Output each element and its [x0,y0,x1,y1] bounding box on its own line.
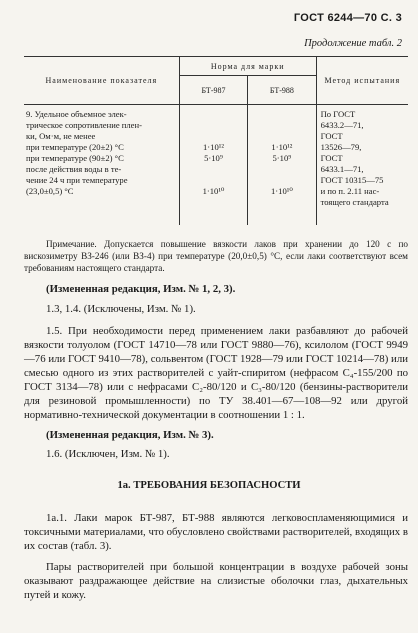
row9-name-line: (23,0±0,5) °С [26,186,74,196]
clause-1a-1-cont: Пары растворителей при большой концентрации в воздухе рабочей зоны оказывают раздражающее действие на слизистые оболочки глаз, дыхательных путей и кожу. [24,561,408,601]
bt987-value-90c: 5·10⁹ [204,153,223,163]
amendment-note-2: (Измененная редакция, Изм. № 3). [46,429,214,441]
bt987-value-water: 1·10¹⁰ [202,186,225,196]
clause-1a-1: 1а.1. Лаки марок БТ-987, БТ-988 являются легковоспламеняющимися и токсичными материалами, что обусловлено свойствами растворителей, входящих в их состав (табл. 3). [24,512,408,552]
section-heading-safety: 1а. ТРЕБОВАНИЯ БЕЗОПАСНОСТИ [117,480,301,491]
clause-1-5: 1.5. При необходимости перед применением лаки разбавляют до рабочей вязкости толуолом (ГОСТ 14710—78 или ГОСТ 9880—76), ксилолом (ГОСТ 9949—76 или ГОСТ 9410—78), сольвентом (ГОСТ 1928—79 или ГОСТ 10214—78) или смесью одного из этих растворителей с уайт-спиритом (нефрасом С₄-155/200 по ГОСТ 3134—78) или с нефрасами С₂-80/120 и С₃-80/120 (бензины-растворители для резиновой промышленности) по ТУ 38.401—67—108—92 или другой нормативно-технической документации в соотношении 1 : 1. [24,325,408,421]
col-header-bt988: БТ-988 [248,76,316,105]
clause-1-6: 1.6. (Исключен, Изм. № 1). [46,448,170,460]
method-line: ГОСТ 10315—75 [320,175,384,185]
bt987-value-20c: 1·10¹² [203,142,224,152]
bt988-value-90c: 5·10⁹ [272,153,292,163]
col-header-method: Метод испытания [316,57,408,105]
bt988-value-20c: 1·10¹² [271,142,293,152]
row9-bt988 [248,105,316,225]
bt988-value-water: 1·10¹⁰ [270,186,293,196]
method-line: 6433.2—71, [320,120,364,130]
row9-name-line: при температуре (20±2) °С [26,142,124,152]
method-line: ГОСТ [320,153,343,163]
method-line: ГОСТ [320,131,343,141]
clause-1-3-1-4: 1.3, 1.4. (Исключены, Изм. № 1). [46,303,196,315]
row9-name [24,105,179,225]
col-header-bt987: БТ-987 [179,76,247,105]
row9-name-line: трическое сопротивление плен- [26,120,142,130]
row9-name-line: после действия воды в те- [26,164,122,174]
page-header: ГОСТ 6244—70 С. 3 [293,12,402,24]
row9-method [316,105,408,225]
method-line: и по п. 2.11 нас- [320,186,380,196]
row9-name-line: 9. Удельное объемное элек- [26,109,127,119]
table-continuation-label: Продолжение табл. 2 [304,38,402,49]
col-header-name: Наименование показателя [24,57,179,105]
norm-table [24,56,408,225]
amendment-note-1: (Измененная редакция, Изм. № 1, 2, 3). [46,283,236,295]
row9-name-line: ки, Ом·м, не менее [26,131,96,141]
row9-name-line: при температуре (90±2) °С [26,153,124,163]
method-line: 6433.1—71, [320,164,364,174]
col-header-norm: Норма для марки [179,57,316,76]
table-note: Примечание. Допускается повышение вязкости лаков при хранении до 120 с по вискозиметру ВЗ-246 (или ВЗ-4) при температуре (20,0±0,5) °С, если лаки соответствуют всем требованиям настоящего стандарта. [24,239,408,273]
method-line: По ГОСТ [320,109,356,119]
method-line: тоящего стандарта [320,197,389,207]
row9-name-line: чение 24 ч при температуре [26,175,128,185]
method-line: 13526—79, [320,142,362,152]
row9-bt987 [179,105,247,225]
